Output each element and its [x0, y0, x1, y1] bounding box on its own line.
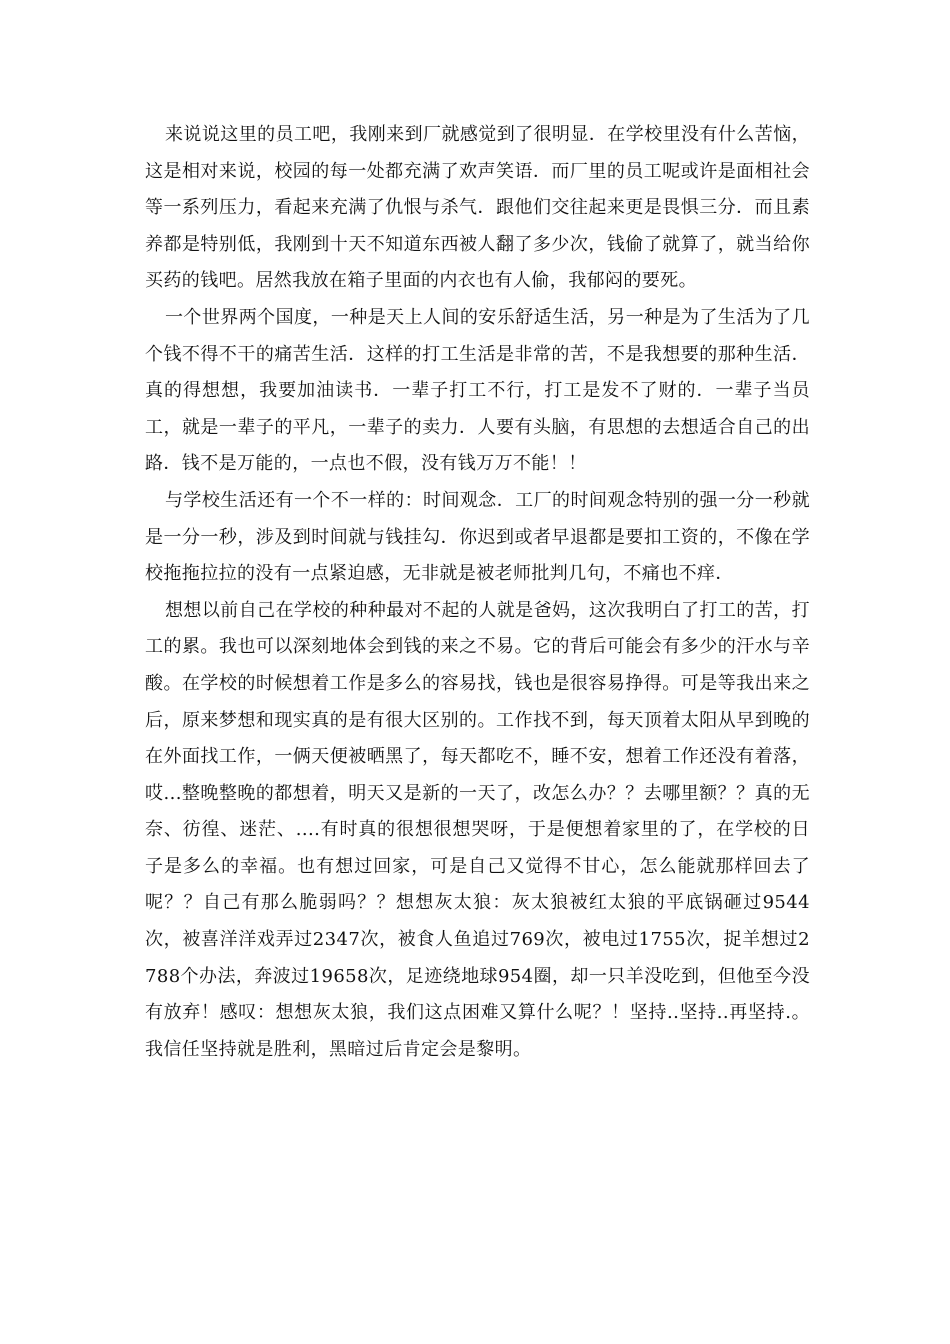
- document-body: [145, 117, 810, 1068]
- paragraph-2: 一个世界两个国度，一种是天上人间的安乐舒适生活，另一种是为了生活为了几个钱不得不干的痛苦生活．这样的打工生活是非常的苦，不是我想要的那种生活．真的得想想，我要加油读书．一辈子打工不行，打工是发不了财的．一辈子当员工，就是一辈子的平凡，一辈子的卖力．人要有头脑，有思想的去想适合自己的出路．钱不是万能的，一点也不假，没有钱万万不能！！: [145, 306, 810, 475]
- paragraph-4: 想想以前自己在学校的种种最对不起的人就是爸妈，这次我明白了打工的苦，打工的累。我也可以深刻地体会到钱的来之不易。它的背后可能会有多少的汗水与辛酸。在学校的时候想着工作是多么的容易找，钱也是很容易挣得。可是等我出来之后，原来梦想和现实真的是有很大区别的。工作找不到，每天顶着太阳从早到晚的在外面找工作，一俩天便被晒黑了，每天都吃不，睡不安，想着工作还没有着落，哎...整晚整晚的都想着，明天又是新的一天了，改怎么办？？去哪里额？？真的无奈、彷徨、迷茫、....有时真的很想很想哭呀，于是便想着家里的了，在学校的日子是多么的幸福。也有想过回家，可是自己又觉得不甘心，怎么能就那样回去了呢？？自己有那么脆弱吗？？想想灰太狼：灰太狼被红太狼的平底锅砸过9544次，被喜洋洋戏弄过2347次，被食人鱼追过769次，被电过1755次，捉羊想过2788个办法，奔波过19658次，足迹绕地球954圈，却一只羊没吃到，但他至今没有放弃！感叹：想想灰太狼，我们这点困难又算什么呢？！坚持..坚持..再坚持.。我信任坚持就是胜利，黑暗过后肯定会是黎明。: [145, 599, 810, 1060]
- paragraph-1: 来说说这里的员工吧，我刚来到厂就感觉到了很明显．在学校里没有什么苦恼，这是相对来说，校园的每一处都充满了欢声笑语．而厂里的员工呢或许是面相社会等一系列压力，看起来充满了仇恨与杀气．跟他们交往起来更是畏惧三分．而且素养都是特别低，我刚到十天不知道东西被人翻了多少次，钱偷了就算了，就当给你买药的钱吧。居然我放在箱子里面的内衣也有人偷，我郁闷的要死。: [145, 124, 810, 292]
- paragraph-3: 与学校生活还有一个不一样的：时间观念．工厂的时间观念特别的强一分一秒就是一分一秒，涉及到时间就与钱挂勾．你迟到或者早退都是要扣工资的，不像在学校拖拖拉拉的没有一点紧迫感，无非就是被老师批判几句，不痛也不痒．: [145, 489, 810, 585]
